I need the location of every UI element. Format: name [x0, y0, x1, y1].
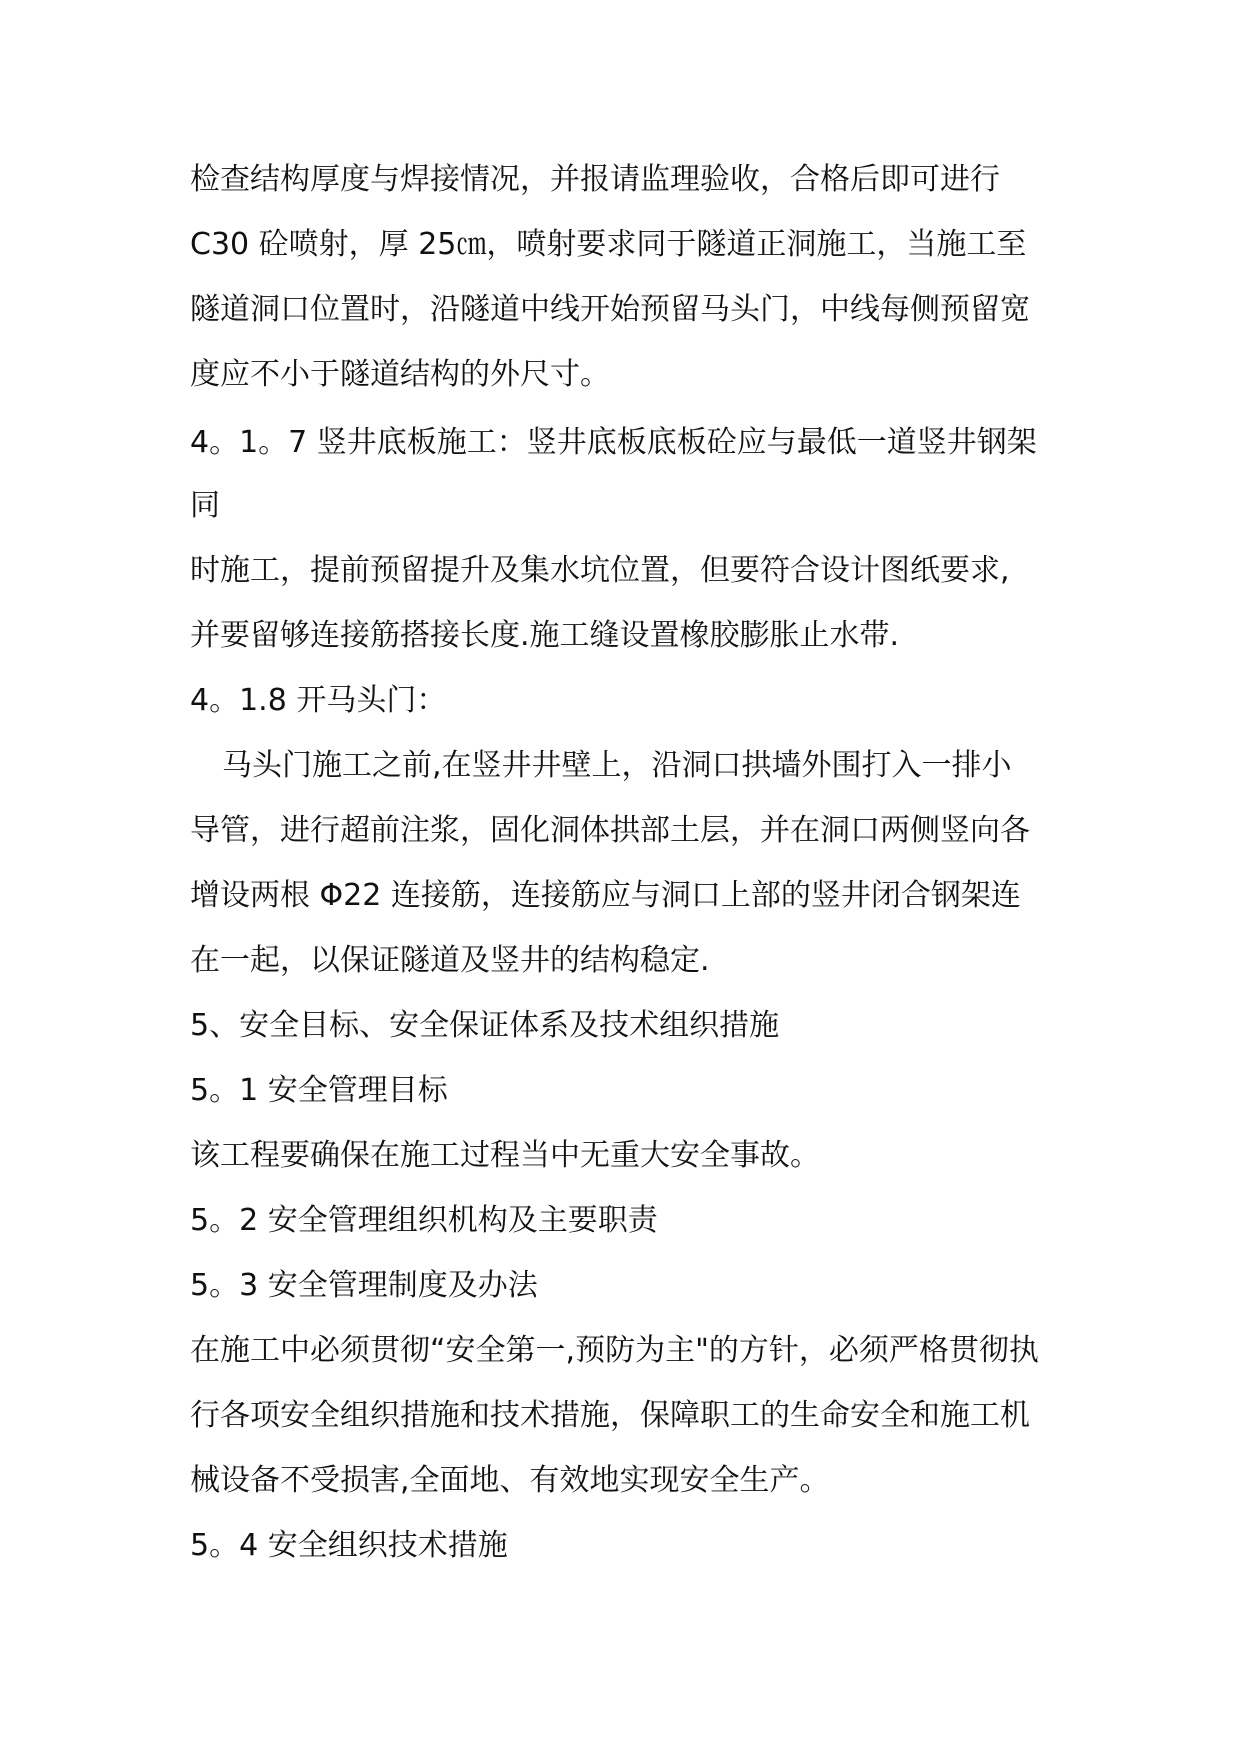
section-heading: 5。3 安全管理制度及办法: [190, 1268, 538, 1303]
section-heading: 5。4 安全组织技术措施: [190, 1528, 508, 1563]
paragraph-line: 并要留够连接筋搭接长度.施工缝设置橡胶膨胀止水带.: [190, 618, 900, 653]
section-heading: 4。1。7 竖井底板施工：竖井底板底板砼应与最低一道竖井钢架: [190, 425, 1037, 460]
section-heading: 5、安全目标、安全保证体系及技术组织措施: [190, 1008, 780, 1043]
paragraph-line: 度应不小于隧道结构的外尺寸。: [190, 357, 610, 392]
paragraph-line: 时施工，提前预留提升及集水坑位置，但要符合设计图纸要求,: [190, 553, 1010, 588]
paragraph-line: 同: [190, 488, 220, 523]
paragraph-line: 隧道洞口位置时，沿隧道中线开始预留马头门，中线每侧预留宽: [190, 292, 1030, 327]
paragraph-line: 械设备不受损害,全面地、有效地实现安全生产。: [190, 1463, 830, 1498]
section-heading: 5。2 安全管理组织机构及主要职责: [190, 1203, 658, 1238]
paragraph-line: 在施工中必须贯彻“安全第一,预防为主"的方针，必须严格贯彻执: [190, 1333, 1039, 1368]
paragraph-line: 在一起，以保证隧道及竖井的结构稳定.: [190, 943, 710, 978]
section-heading: 4。1.8 开马头门：: [190, 683, 447, 718]
section-heading: 5。1 安全管理目标: [190, 1073, 448, 1108]
paragraph-line: 检查结构厚度与焊接情况，并报请监理验收，合格后即可进行: [190, 162, 1000, 197]
paragraph-line: C30 砼喷射，厚 25㎝，喷射要求同于隧道正洞施工，当施工至: [190, 227, 1027, 262]
paragraph-line: 马头门施工之前,在竖井井壁上，沿洞口拱墙外围打入一排小: [222, 748, 1012, 783]
paragraph-line: 导管，进行超前注浆，固化洞体拱部土层，并在洞口两侧竖向各: [190, 813, 1030, 848]
paragraph-line: 增设两根 Φ22 连接筋，连接筋应与洞口上部的竖井闭合钢架连: [190, 878, 1021, 913]
paragraph-line: 该工程要确保在施工过程当中无重大安全事故。: [190, 1138, 820, 1173]
paragraph-line: 行各项安全组织措施和技术措施，保障职工的生命安全和施工机: [190, 1398, 1030, 1433]
